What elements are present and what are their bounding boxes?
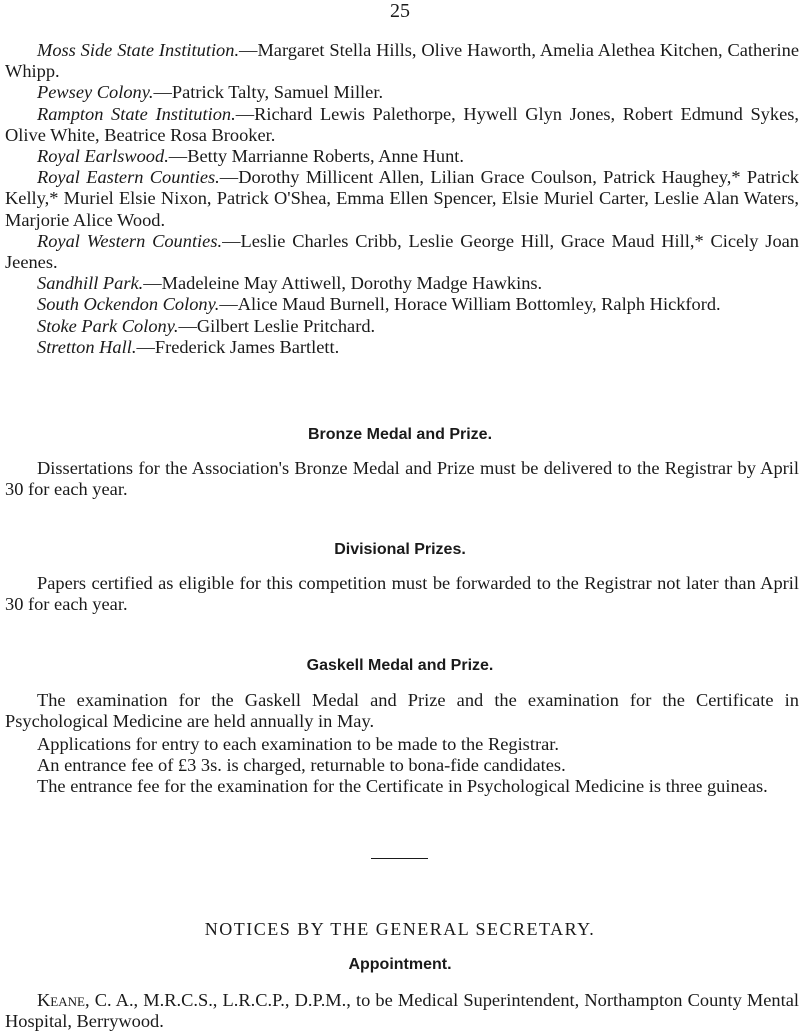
candidate-entry	[5, 316, 799, 337]
gaskell-paragraph: Applications for entry to each examination to be made to the Registrar.	[37, 734, 559, 754]
candidate-entry	[5, 146, 799, 167]
institution-name: Royal Western Counties.	[37, 230, 223, 251]
gaskell-paragraph: The examination for the Gaskell Medal and Prize and the examination for the Certificate in Psychological Medicine are held annually in May.	[5, 690, 799, 732]
candidate-names: —Gilbert Leslie Pritchard.	[178, 315, 376, 336]
candidate-names: —Dorothy Millicent Allen, Lilian Grace Coulson, Patrick Haughey,* Patrick Kelly,* Muriel Elsie Nixon, Patrick O'Shea, Emma Ellen Spencer, Elsie Muriel Carter, Leslie Alan Waters, Marjorie Alice Wood.	[5, 167, 799, 230]
institution-name: Pewsey Colony.	[37, 82, 154, 103]
candidate-entry	[5, 40, 799, 82]
appointment-details: , C. A., M.R.C.S., L.R.C.P., D.P.M., to be Medical Superintendent, Northampton County Mental Hospital, Berrywood.	[5, 990, 799, 1032]
bronze-medal-text: Dissertations for the Association's Bronze Medal and Prize must be delivered to the Registrar by April 30 for each year.	[5, 458, 799, 500]
candidate-entry	[5, 82, 799, 103]
divisional-prizes-heading: Divisional Prizes.	[334, 541, 466, 558]
successful-candidates-list	[5, 40, 799, 358]
candidate-entry	[5, 104, 799, 146]
candidate-names: —Madeleine May Attiwell, Dorothy Madge Hawkins.	[143, 273, 543, 294]
institution-name: Royal Earlswood.	[37, 146, 169, 167]
candidate-names: —Patrick Talty, Samuel Miller.	[153, 82, 384, 103]
gaskell-paragraph: The entrance fee for the examination for the Certificate in Psychological Medicine is three guineas.	[37, 776, 768, 796]
candidate-names: —Margaret Stella Hills, Olive Haworth, Amelia Alethea Kitchen, Catherine Whipp.	[5, 40, 799, 82]
candidate-names: —Alice Maud Burnell, Horace William Bottomley, Ralph Hickford.	[219, 294, 721, 315]
institution-name: South Ockendon Colony.	[37, 294, 220, 315]
page-number: 25	[390, 0, 410, 22]
institution-name: Royal Eastern Counties.	[37, 167, 220, 188]
candidate-names: —Richard Lewis Palethorpe, Hywell Glyn Jones, Robert Edmund Sykes, Olive White, Beatrice Rosa Brooker.	[5, 103, 799, 145]
bronze-medal-heading: Bronze Medal and Prize.	[307, 426, 493, 443]
appointment-text	[5, 990, 799, 1032]
gaskell-medal-heading: Gaskell Medal and Prize.	[306, 657, 494, 674]
notices-title: NOTICES BY THE GENERAL SECRETARY.	[204, 919, 596, 939]
institution-name: Moss Side State Institution.	[37, 40, 240, 60]
gaskell-paragraph: An entrance fee of £3 3s. is charged, returnable to bona-fide candidates.	[37, 755, 566, 775]
candidate-names: —Leslie Charles Cribb, Leslie George Hill, Grace Maud Hill,* Cicely Joan Jeenes.	[5, 230, 799, 273]
candidate-names: —Betty Marrianne Roberts, Anne Hunt.	[168, 146, 465, 167]
divisional-prizes-text: Papers certified as eligible for this competition must be forwarded to the Registrar not later than April 30 for each year.	[5, 573, 799, 615]
candidate-entry	[5, 231, 799, 273]
institution-name: Stretton Hall.	[37, 336, 137, 357]
institution-name: Rampton State Institution.	[37, 103, 236, 124]
section-divider	[371, 858, 428, 859]
institution-name: Stoke Park Colony.	[37, 315, 179, 336]
institution-name: Sandhill Park.	[37, 273, 144, 294]
candidate-entry	[5, 294, 799, 315]
candidate-entry	[5, 167, 799, 231]
candidate-entry	[5, 273, 799, 294]
candidate-entry	[5, 337, 799, 358]
appointment-heading: Appointment.	[348, 956, 452, 973]
appointee-surname: Keane	[37, 990, 85, 1010]
candidate-names: —Frederick James Bartlett.	[136, 336, 340, 357]
